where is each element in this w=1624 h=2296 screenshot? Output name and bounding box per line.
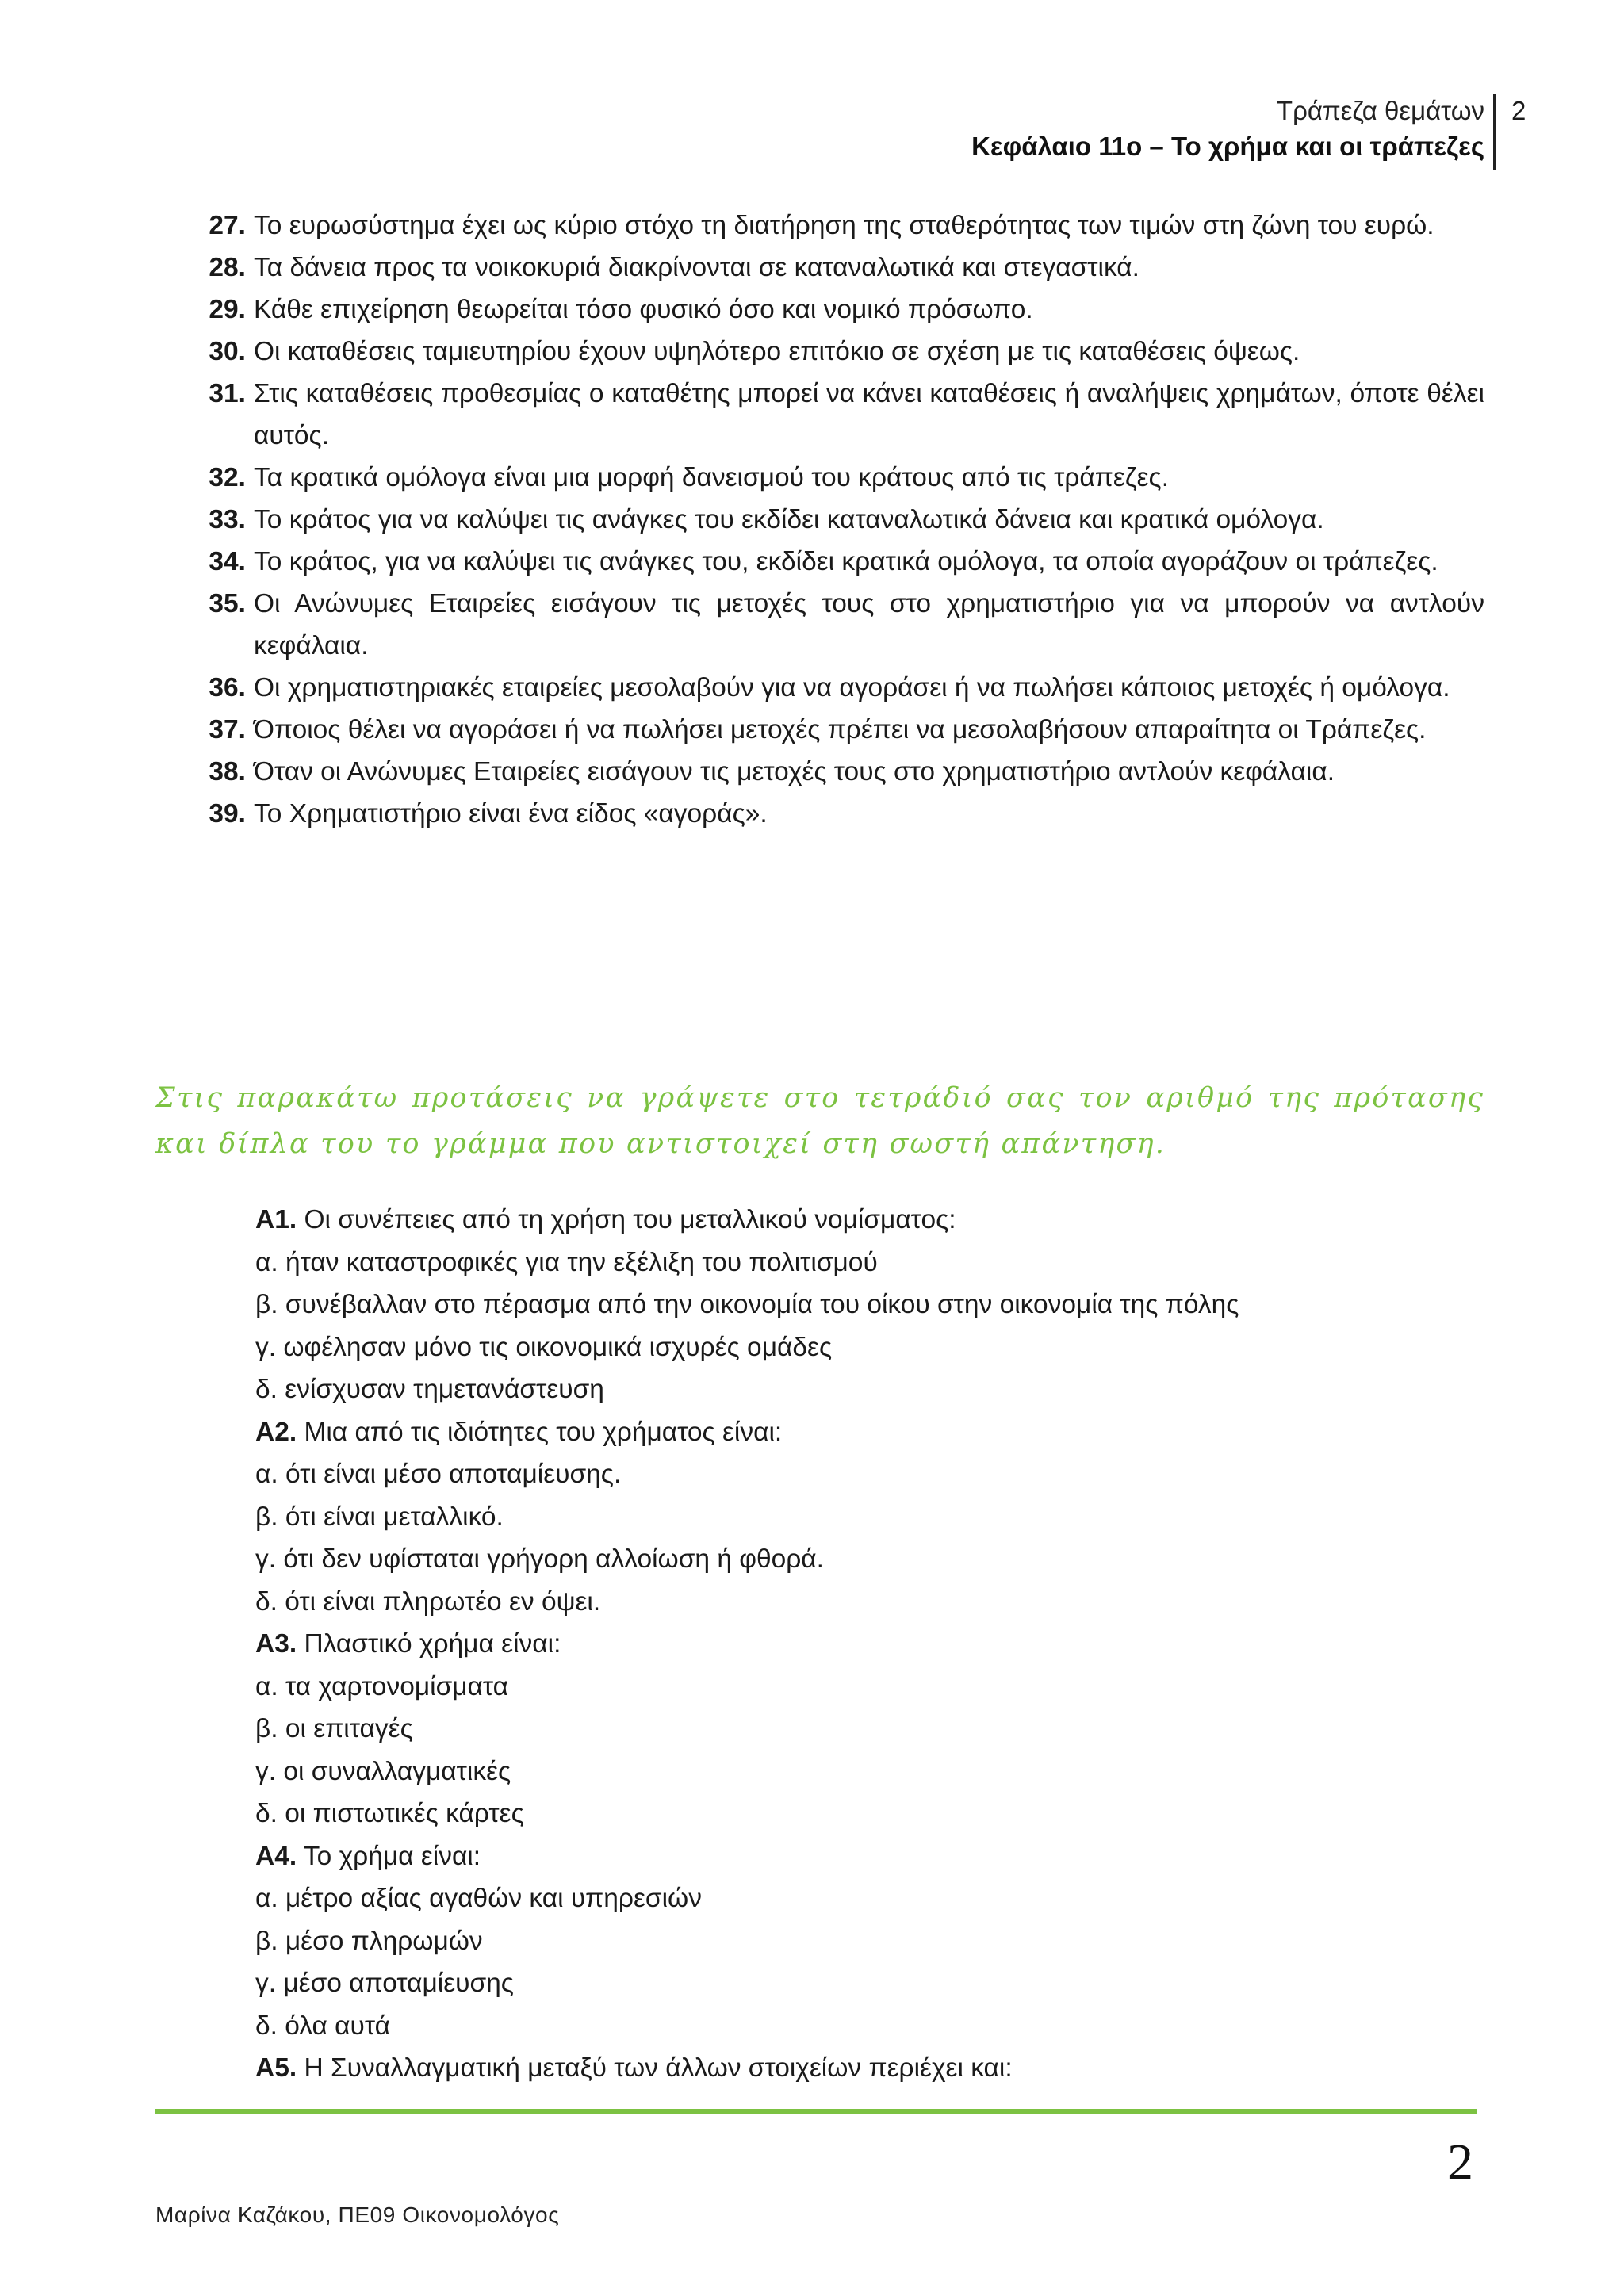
answer-option: γ. ωφέλησαν μόνο τις οικονομικά ισχυρές ομάδες (255, 1332, 833, 1362)
statement-number: 29. (209, 295, 246, 324)
statement-text: Το κράτος για να καλύψει τις ανάγκες του εκδίδει καταναλωτικά δάνεια και κρατικά ομόλογα. (254, 505, 1324, 534)
answer-option: β. συνέβαλλαν στο πέρασμα από την οικονομία του οίκου στην οικονομία της πόλης (255, 1290, 1239, 1319)
statement-item (203, 751, 1484, 793)
true-false-statements (203, 205, 1484, 835)
statement-item (203, 499, 1484, 541)
question-stem (255, 1623, 1492, 1666)
question-id: Α3. (255, 1629, 297, 1659)
statement-number: 28. (209, 253, 246, 282)
question-id: Α1. (255, 1205, 297, 1234)
page-header (971, 94, 1484, 165)
statement-number: 37. (209, 715, 246, 744)
statement-item (203, 583, 1484, 667)
statement-number: 30. (209, 337, 246, 366)
statement-text: Οι χρηματιστηριακές εταιρείες μεσολαβούν για να αγοράσει ή να πωλήσει κάποιος μετοχές ή ομόλογα. (254, 673, 1450, 702)
statement-number: 39. (209, 799, 246, 828)
answer-option: γ. μέσο αποταμίευσης (255, 1969, 514, 1998)
answer-option: δ. όλα αυτά (255, 2011, 390, 2041)
statement-item (203, 457, 1484, 499)
question-id: Α5. (255, 2053, 297, 2083)
statement-item (203, 709, 1484, 751)
answer-option: α. ότι είναι μέσο αποταμίευσης. (255, 1460, 622, 1489)
statement-item (203, 205, 1484, 247)
answer-option: δ. οι πιστωτικές κάρτες (255, 1799, 524, 1828)
statement-item (203, 541, 1484, 583)
statement-number: 35. (209, 589, 246, 618)
answer-option: δ. ενίσχυσαν τημετανάστευση (255, 1375, 604, 1404)
header-subtitle: Κεφάλαιο 11ο – Το χρήμα και οι τράπεζες (971, 132, 1484, 161)
question-text: Το χρήμα είναι: (303, 1841, 481, 1871)
statement-text: Όταν οι Ανώνυμες Εταιρείες εισάγουν τις μετοχές τους στο χρηματιστήριο αντλούν κεφάλαια. (254, 757, 1335, 786)
footer-divider (155, 2109, 1477, 2114)
statement-text: Κάθε επιχείρηση θεωρείται τόσο φυσικό όσο και νομικό πρόσωπο. (254, 295, 1033, 324)
statement-text: Το Χρηματιστήριο είναι ένα είδος «αγοράς». (254, 799, 768, 828)
answer-option: γ. ότι δεν υφίσταται γρήγορη αλλοίωση ή φθορά. (255, 1544, 824, 1574)
question-text: Μια από τις ιδιότητες του χρήματος είναι: (304, 1417, 783, 1447)
statement-item (203, 793, 1484, 835)
instruction-text: Στις παρακάτω προτάσεις να γράψετε στο τετράδιό σας τον αριθμό της πρότασης και δίπλα του το γράμμα που αντιστοιχεί στη σωστή απάντηση. (155, 1082, 1484, 1160)
answer-option: β. μέσο πληρωμών (255, 1926, 483, 1956)
answer-option: β. ότι είναι μεταλλικό. (255, 1502, 504, 1532)
question-id: Α4. (255, 1841, 297, 1871)
statement-text: Το ευρωσύστημα έχει ως κύριο στόχο τη διατήρηση της σταθερότητας των τιμών στη ζώνη του ευρώ. (254, 211, 1434, 240)
header-title: Τράπεζα θεμάτων (1276, 96, 1484, 125)
answer-option: γ. οι συναλλαγματικές (255, 1756, 511, 1786)
answer-option: α. ήταν καταστροφικές για την εξέλιξη του πολιτισμού (255, 1247, 878, 1277)
statement-text: Οι Ανώνυμες Εταιρείες εισάγουν τις μετοχές τους στο χρηματιστήριο για να μπορούν να αντλούν κεφάλαια. (254, 589, 1484, 660)
multiple-choice-questions (255, 1199, 1492, 2090)
answer-option: δ. ότι είναι πληρωτέο εν όψει. (255, 1586, 601, 1617)
statement-item (203, 247, 1484, 289)
statement-text: Στις καταθέσεις προθεσμίας ο καταθέτης μπορεί να κάνει καταθέσεις ή αναλήψεις χρημάτων, όποτε θέλει αυτός. (254, 379, 1484, 450)
question-text: Η Συναλλαγματική μεταξύ των άλλων στοιχείων περιέχει και: (304, 2053, 1013, 2083)
statement-item (203, 373, 1484, 457)
question-id: Α2. (255, 1417, 297, 1447)
header-divider (1493, 94, 1496, 170)
question-stem (255, 2047, 1492, 2090)
question-text: Πλαστικό χρήμα είναι: (304, 1629, 561, 1659)
answer-option: β. οι επιταγές (255, 1714, 413, 1743)
question-text: Οι συνέπειες από τη χρήση του μεταλλικού νομίσματος: (304, 1205, 956, 1234)
statement-item (203, 331, 1484, 373)
question-stem (255, 1199, 1492, 1242)
statement-number: 27. (209, 211, 246, 240)
statement-number: 38. (209, 757, 246, 786)
statement-number: 31. (209, 379, 246, 408)
statement-text: Το κράτος, για να καλύψει τις ανάγκες του, εκδίδει κρατικά ομόλογα, τα οποία αγοράζουν οι τράπεζες. (254, 547, 1438, 576)
answer-option: α. μέτρο αξίας αγαθών και υπηρεσιών (255, 1884, 702, 1913)
header-page-number: 2 (1511, 96, 1526, 125)
question-stem (255, 1835, 1492, 1878)
question-stem (255, 1411, 1492, 1454)
statement-number: 34. (209, 547, 246, 576)
statement-text: Τα κρατικά ομόλογα είναι μια μορφή δανεισμού του κράτους από τις τράπεζες. (254, 463, 1169, 492)
statement-item (203, 667, 1484, 709)
footer-page-number: 2 (1447, 2133, 1473, 2191)
statement-number: 32. (209, 463, 246, 492)
statement-item (203, 289, 1484, 331)
answer-option: α. τα χαρτονομίσματα (255, 1671, 509, 1701)
footer-author: Μαρίνα Καζάκου, ΠΕ09 Οικονομολόγος (155, 2202, 560, 2227)
statement-number: 36. (209, 673, 246, 702)
statement-text: Τα δάνεια προς τα νοικοκυριά διακρίνονται σε καταναλωτικά και στεγαστικά. (254, 253, 1139, 282)
statement-text: Όποιος θέλει να αγοράσει ή να πωλήσει μετοχές πρέπει να μεσολαβήσουν απαραίτητα οι Τράπεζες. (254, 715, 1427, 744)
statement-number: 33. (209, 505, 246, 534)
statement-text: Οι καταθέσεις ταμιευτηρίου έχουν υψηλότερο επιτόκιο σε σχέση με τις καταθέσεις όψεως. (254, 337, 1300, 366)
